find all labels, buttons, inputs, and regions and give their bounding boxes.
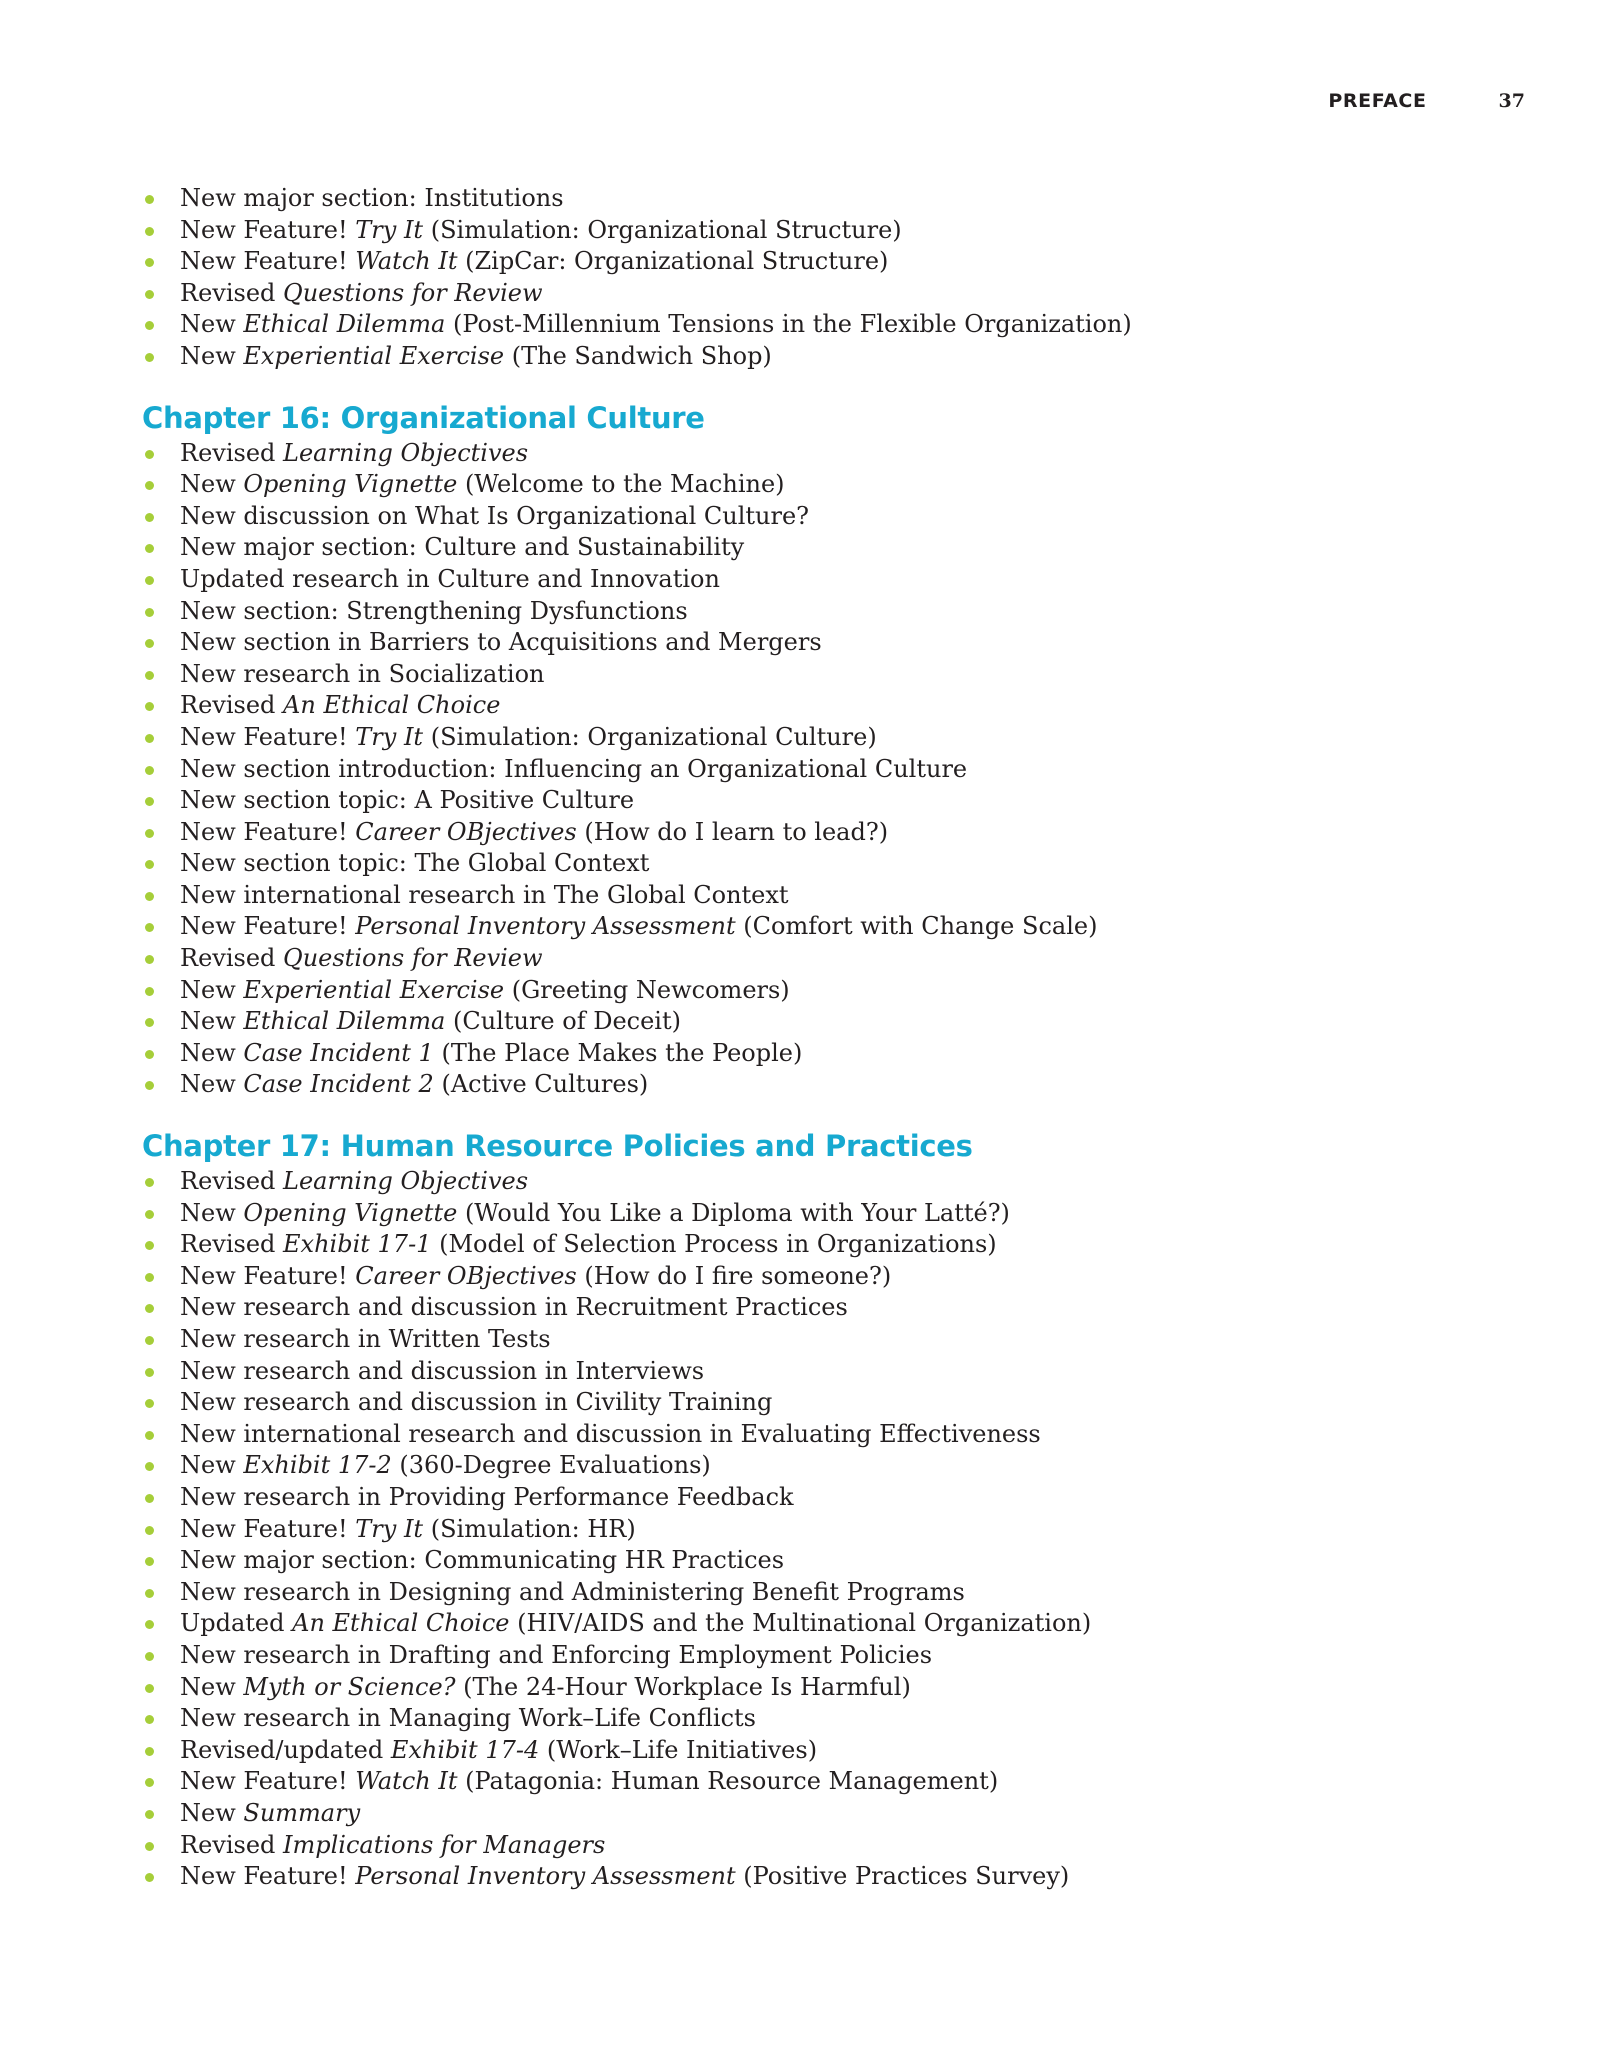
list-item [142,880,1442,912]
bullet-icon [145,1526,154,1535]
item-detail: (The 24-Hour Workplace Is Harmful) [455,1672,911,1701]
bullet-icon [145,1715,154,1724]
item-text: Revised/updated [180,1735,391,1764]
bullet-icon [145,1399,154,1408]
list-item [142,754,1442,786]
item-title: Experiential Exercise [243,975,505,1004]
item-text: New research in Socialization [180,659,545,688]
chapter-16-list [142,438,1442,1101]
bullet-icon [145,923,154,932]
item-detail: (Positive Practices Survey) [735,1862,1070,1891]
item-text: Updated [180,1609,293,1638]
item-text: New [180,341,244,370]
list-item [142,1545,1442,1577]
list-item [142,246,1442,278]
item-detail: (Patagonia: Human Resource Management) [457,1767,999,1796]
item-text: New section topic: The Global Context [180,849,650,878]
bullet-icon [145,1431,154,1440]
item-title: Learning Objectives [283,438,529,467]
list-item [142,817,1442,849]
item-title: Personal Inventory Assessment [355,912,736,941]
item-text: New Feature! [180,817,356,846]
bullet-icon [145,892,154,901]
item-title: Experiential Exercise [243,341,505,370]
bullet-icon [145,1210,154,1219]
list-item [142,1514,1442,1546]
bullet-icon [145,1494,154,1503]
page-number: 37 [1498,90,1525,112]
list-item [142,438,1442,470]
item-title: Myth or Science? [243,1672,456,1701]
bullet-icon [145,227,154,236]
item-text: New major section: Institutions [180,184,564,212]
list-item [142,848,1442,880]
item-text: New Feature! [180,1261,356,1290]
bullet-icon [145,797,154,806]
item-detail: (Simulation: Organizational Structure) [423,215,902,244]
bullet-icon [145,1620,154,1629]
list-item [142,1324,1442,1356]
list-item [142,722,1442,754]
item-title: Ethical Dilemma [243,1007,446,1036]
list-item [142,1830,1442,1862]
item-text: New [180,1451,244,1480]
item-detail: (Post-Millennium Tensions in the Flexible Organization) [445,310,1132,339]
list-item [142,1608,1442,1640]
list-item [142,943,1442,975]
item-detail: (Would You Like a Diploma with Your Latté?) [457,1198,1010,1227]
item-text: New section: Strengthening Dysfunctions [180,596,688,625]
page-content [142,183,1442,1893]
item-text: New major section: Communicating HR Practices [180,1546,785,1575]
item-text: New Feature! [180,722,356,751]
item-text: New [180,310,244,339]
item-text: Revised [180,278,284,307]
list-item [142,1356,1442,1388]
list-item [142,1229,1442,1261]
list-item [142,911,1442,943]
item-text: New [180,1672,244,1701]
running-head [1328,90,1525,112]
item-text: New research and discussion in Interviews [180,1356,705,1385]
list-item [142,659,1442,691]
item-text: New international research and discussion in Evaluating Effectiveness [180,1419,1041,1448]
item-title: Questions for Review [283,944,543,973]
list-item [142,975,1442,1007]
bullet-icon [145,1462,154,1471]
bullet-icon [145,1368,154,1377]
section-label: PREFACE [1328,90,1427,112]
item-detail: (360-Degree Evaluations) [391,1451,711,1480]
item-text: New research in Designing and Administering Benefit Programs [180,1577,965,1606]
item-text: New research and discussion in Recruitment Practices [180,1293,848,1322]
bullet-icon [145,1810,154,1819]
bullet-icon [145,1273,154,1282]
bullet-icon [145,450,154,459]
item-title: An Ethical Choice [283,691,501,720]
bullet-icon [145,1304,154,1313]
item-text: Revised [180,1167,284,1196]
bullet-icon [145,608,154,617]
item-text: Revised [180,691,284,720]
item-title: Exhibit 17-2 [243,1451,392,1480]
item-detail: (Comfort with Change Scale) [735,912,1098,941]
item-text: Revised [180,1230,284,1259]
bullet-icon [145,1778,154,1787]
item-text: New Feature! [180,1767,356,1796]
item-detail: (How do I learn to lead?) [576,817,889,846]
item-detail: (Model of Selection Process in Organizations) [431,1230,997,1259]
item-text: New international research in The Global Context [180,880,789,909]
item-title: Try It [355,215,424,244]
item-title: Watch It [355,247,458,276]
list-item [142,627,1442,659]
bullet-icon [145,576,154,585]
list-item [142,1861,1442,1893]
bullet-icon [145,1589,154,1598]
item-text: Revised [180,1830,284,1859]
list-item [142,1703,1442,1735]
item-title: Exhibit 17-4 [390,1735,540,1764]
list-item [142,1577,1442,1609]
item-title: Case Incident 1 [243,1038,434,1067]
item-detail: (How do I fire someone?) [576,1261,892,1290]
item-text: New [180,975,244,1004]
bullet-icon [145,1873,154,1882]
bullet-icon [145,290,154,299]
list-item [142,564,1442,596]
chapter-16-heading: Chapter 16: Organizational Culture [142,400,705,435]
item-title: Learning Objectives [283,1167,529,1196]
item-text: New Feature! [180,1862,356,1891]
item-detail: (Work–Life Initiatives) [539,1735,818,1764]
item-title: Summary [243,1798,361,1827]
list-item [142,1387,1442,1419]
list-item [142,309,1442,341]
bullet-icon [145,481,154,490]
list-item [142,278,1442,310]
item-title: Career OBjectives [355,1261,577,1290]
item-detail: (HIV/AIDS and the Multinational Organization) [509,1609,1092,1638]
item-title: Opening Vignette [243,470,458,499]
list-item [142,1038,1442,1070]
item-text: New [180,1038,244,1067]
item-detail: (Greeting Newcomers) [504,975,790,1004]
bullet-icon [145,1652,154,1661]
list-item [142,1419,1442,1451]
item-text: New [180,470,244,499]
bullet-icon [145,1336,154,1345]
item-text: New section topic: A Positive Culture [180,786,635,815]
item-text: New section in Barriers to Acquisitions and Mergers [180,628,822,657]
item-detail: (ZipCar: Organizational Structure) [457,247,889,276]
list-item [142,183,1442,215]
item-text: New Feature! [180,912,356,941]
bullet-icon [145,1241,154,1250]
list-item [142,596,1442,628]
item-title: Implications for Managers [283,1830,606,1859]
list-item [142,215,1442,247]
bullet-icon [145,671,154,680]
bullet-icon [145,195,154,204]
item-text: Updated research in Culture and Innovation [180,564,720,593]
item-text: New research and discussion in Civility Training [180,1388,773,1417]
item-text: New section introduction: Influencing an Organizational Culture [180,754,968,783]
item-text: Revised [180,944,284,973]
list-item [142,341,1442,373]
bullet-icon [145,766,154,775]
item-text: New discussion on What Is Organizational Culture? [180,501,810,530]
bullet-icon [145,829,154,838]
list-item [142,501,1442,533]
item-title: Career OBjectives [355,817,577,846]
bullet-icon [145,544,154,553]
bullet-icon [145,639,154,648]
item-text: New research in Written Tests [180,1325,551,1353]
bullet-icon [145,1178,154,1187]
list-item [142,1166,1442,1198]
item-detail: (Culture of Deceit) [445,1007,681,1036]
list-item [142,1261,1442,1293]
bullet-icon [145,1842,154,1851]
list-item [142,690,1442,722]
list-item [142,1672,1442,1704]
bullet-icon [145,513,154,522]
bullet-icon [145,955,154,964]
item-detail: (The Sandwich Shop) [504,341,772,370]
item-title: Questions for Review [283,278,543,307]
item-title: Ethical Dilemma [243,310,446,339]
chapter-17-list [142,1166,1442,1893]
bullet-icon [145,1018,154,1027]
bullet-icon [145,353,154,362]
bullet-icon [145,987,154,996]
intro-list [142,183,1442,373]
item-text: New research in Providing Performance Feedback [180,1482,794,1511]
item-text: New Feature! [180,1514,356,1543]
list-item [142,1292,1442,1324]
item-text: New research in Drafting and Enforcing Employment Policies [180,1640,933,1669]
item-title: Watch It [355,1767,458,1796]
item-title: Try It [355,722,424,751]
item-detail: (Simulation: HR) [423,1514,636,1543]
item-text: Revised [180,438,284,467]
list-item [142,532,1442,564]
list-item [142,1482,1442,1514]
item-text: New Feature! [180,215,356,244]
item-detail: (Simulation: Organizational Culture) [423,722,877,751]
item-title: Case Incident 2 [243,1070,434,1099]
bullet-icon [145,702,154,711]
item-text: New [180,1198,244,1227]
item-text: New Feature! [180,247,356,276]
list-item [142,1798,1442,1830]
item-detail: (Active Cultures) [433,1070,649,1099]
bullet-icon [145,734,154,743]
list-item [142,785,1442,817]
bullet-icon [145,1081,154,1090]
list-item [142,1450,1442,1482]
list-item [142,1198,1442,1230]
bullet-icon [145,1050,154,1059]
bullet-icon [145,1684,154,1693]
list-item [142,1766,1442,1798]
bullet-icon [145,258,154,267]
item-title: An Ethical Choice [292,1609,510,1638]
item-title: Try It [355,1514,424,1543]
item-text: New [180,1007,244,1036]
item-detail: (Welcome to the Machine) [457,470,785,499]
item-text: New [180,1798,244,1827]
item-text: New research in Managing Work–Life Conflicts [180,1704,756,1733]
item-text: New major section: Culture and Sustainability [180,533,745,562]
bullet-icon [145,1557,154,1566]
list-item [142,1006,1442,1038]
bullet-icon [145,860,154,869]
bullet-icon [145,321,154,330]
item-text: New [180,1070,244,1099]
item-title: Exhibit 17-1 [283,1230,432,1259]
list-item [142,1735,1442,1767]
list-item [142,1640,1442,1672]
item-detail: (The Place Makes the People) [433,1038,803,1067]
chapter-17-heading: Chapter 17: Human Resource Policies and Practices [142,1129,973,1164]
list-item [142,1069,1442,1101]
list-item [142,469,1442,501]
bullet-icon [145,1747,154,1756]
item-title: Opening Vignette [243,1198,458,1227]
item-title: Personal Inventory Assessment [355,1862,736,1891]
